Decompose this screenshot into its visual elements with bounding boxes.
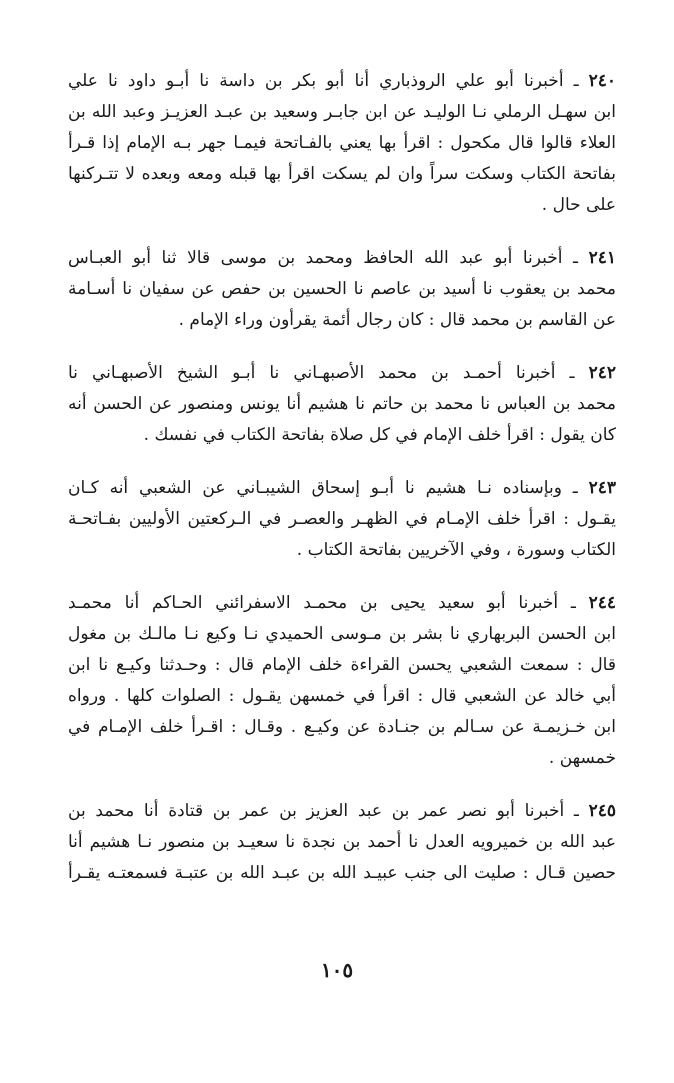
hadith-entry-245 bbox=[68, 796, 616, 889]
entry-number: ٢٤٤ bbox=[588, 593, 616, 613]
entry-242-line-1 bbox=[68, 358, 616, 389]
entry-number: ٢٤٠ bbox=[588, 71, 616, 91]
entry-text: ـ أخبرنا أحمـد بن محمد الأصبهـاني نا أبـو الشيخ الأصبهـاني نا bbox=[68, 363, 575, 383]
entry-242-line-2: محمد بن العباس نا محمد بن حاتم نا هشيم أنا يونس ومنصور عن الحسن أنه bbox=[68, 394, 616, 414]
entry-244-line-4: أبي خالد عن الشعبي قال : اقرأ في خمسهن يقـول : الصلوات كلها . ورواه bbox=[68, 686, 616, 706]
hadith-entry-240 bbox=[68, 66, 616, 221]
entry-242-line-3: كان يقول : اقرأ خلف الإمام في كل صلاة بفاتحة الكتاب في نفسك . bbox=[143, 425, 616, 445]
hadith-entry-243 bbox=[68, 473, 616, 566]
entry-245-line-2: عبد الله بن خميرويه العدل نا أحمد بن نجدة نا سعيـد بن منصور نـا هشيم أنا bbox=[68, 832, 616, 852]
entry-240-line-4: بفاتحة الكتاب وسكت سراً وان لم يسكت اقرأ بها قبله ومعه وبعده لا تتـركنها bbox=[68, 164, 616, 184]
entry-245-line-1 bbox=[68, 796, 616, 827]
entry-240-line-2: ابن سهـل الرملي نـا الوليـد عن ابن جابـر وسعيد بن عبـد العزيـز وعبد الله بن bbox=[68, 102, 616, 122]
entry-241-line-3: عن القاسم بن محمد قال : كان رجال أئمة يقرأون وراء الإمام . bbox=[178, 310, 616, 330]
page-body bbox=[68, 66, 616, 911]
entry-text: ـ وبإسناده نـا هشيم نا أبـو إسحاق الشيبـاني عن الشعبي أنه كـان bbox=[68, 478, 578, 498]
hadith-entry-242 bbox=[68, 358, 616, 451]
entry-text: ـ أخبرنا أبو عبد الله الحافظ ومحمد بن موسى قالا ثنا أبو العبـاس bbox=[68, 248, 579, 268]
entry-244-line-5: ابن خـزيمـة عن سـالم بن جنـادة عن وكيـع . وقـال : اقـرأ خلف الإمـام في bbox=[68, 717, 616, 737]
entry-244-line-6: خمسهن . bbox=[548, 748, 616, 768]
entry-240-line-1 bbox=[68, 66, 616, 97]
hadith-entry-241 bbox=[68, 243, 616, 336]
page-number: ١٠٥ bbox=[320, 958, 354, 982]
entry-240-line-3: العلاء قالوا قال مكحول : اقرأ بها يعني بالفـاتحة فيمـا جهر بـه الإمام إذا قـرأ bbox=[68, 133, 616, 153]
entry-245-line-3: حصين قـال : صليت الى جنب عبيـد الله بن عبـد الله بن عتبـة فسمعتـه يقـرأ bbox=[68, 863, 616, 883]
entry-241-line-2: محمد بن يعقوب نا أسيد بن عاصم نا الحسين بن حفص عن سفيان نا أسـامة bbox=[68, 279, 616, 299]
entry-number: ٢٤١ bbox=[588, 248, 616, 268]
entry-241-line-1 bbox=[68, 243, 616, 274]
entry-244-line-2: ابن الحسن البربهاري نا بشر بن مـوسى الحميدي نـا وكيع نـا مالـك بن مغول bbox=[68, 624, 616, 644]
entry-243-line-1 bbox=[68, 473, 616, 504]
entry-243-line-2: يقـول : اقرأ خلف الإمـام في الظهـر والعصـر في الـركعتين الأوليين بفـاتحـة bbox=[68, 509, 616, 529]
entry-243-line-3: الكتاب وسورة ، وفي الآخريين بفاتحة الكتاب . bbox=[296, 540, 616, 560]
entry-244-line-1 bbox=[68, 588, 616, 619]
entry-244-line-3: قال : سمعت الشعبي يحسن القراءة خلف الإمام قال : وحـدثنا وكيـع نا ابن bbox=[68, 655, 616, 675]
entry-number: ٢٤٢ bbox=[588, 363, 616, 383]
entry-240-line-5: على حال . bbox=[541, 195, 616, 215]
entry-number: ٢٤٣ bbox=[588, 478, 616, 498]
entry-number: ٢٤٥ bbox=[588, 801, 616, 821]
entry-text: ـ أخبرنا أبو علي الروذباري أنا أبو بكر بن داسة نا أبـو داود نا علي bbox=[68, 71, 579, 91]
entry-text: ـ أخبرنا أبو نصر عمر بن عبد العزيز بن عمر بن قتادة أنا محمد بن bbox=[68, 801, 579, 821]
entry-text: ـ أخبرنا أبو سعيد يحيى بن محمـد الاسفرائني الحـاكم أنا محمـد bbox=[68, 593, 576, 613]
hadith-entry-244 bbox=[68, 588, 616, 774]
